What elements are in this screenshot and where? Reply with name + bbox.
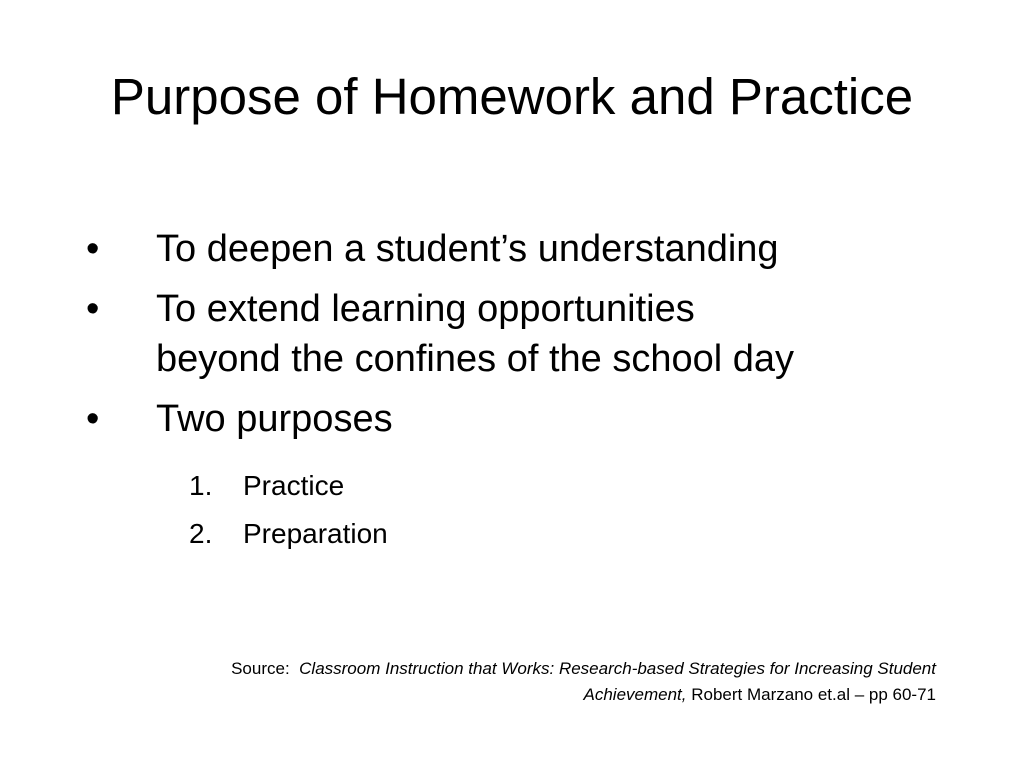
bullet-list bbox=[86, 224, 986, 454]
bullet-item bbox=[86, 224, 986, 274]
source-author: Robert Marzano et.al – pp 60-71 bbox=[691, 685, 936, 704]
source-line-2 bbox=[76, 682, 936, 708]
source-line-1 bbox=[76, 656, 936, 682]
bullet-marker: • bbox=[86, 228, 100, 270]
book-title-part-1: Classroom Instruction that Works: Research-based Strategies for Increasing Student bbox=[299, 659, 936, 678]
numbered-item bbox=[189, 514, 388, 554]
book-title-part-2: Achievement, bbox=[583, 685, 687, 704]
numbered-sublist bbox=[189, 466, 388, 562]
bullet-text: To extend learning opportunities beyond the confines of the school day bbox=[156, 288, 795, 380]
bullet-item bbox=[86, 394, 986, 444]
bullet-text: Two purposes bbox=[156, 398, 393, 440]
item-text: Preparation bbox=[243, 518, 388, 549]
source-citation bbox=[76, 656, 936, 708]
bullet-item bbox=[86, 284, 986, 384]
bullet-marker: • bbox=[86, 288, 100, 330]
item-number: 1. bbox=[189, 470, 213, 501]
item-text: Practice bbox=[243, 470, 345, 501]
bullet-text: To deepen a student’s understanding bbox=[156, 228, 779, 270]
item-number: 2. bbox=[189, 518, 213, 549]
slide-title: Purpose of Homework and Practice bbox=[110, 68, 914, 125]
numbered-item bbox=[189, 466, 388, 506]
bullet-marker: • bbox=[86, 398, 100, 440]
source-label: Source: bbox=[231, 659, 290, 678]
